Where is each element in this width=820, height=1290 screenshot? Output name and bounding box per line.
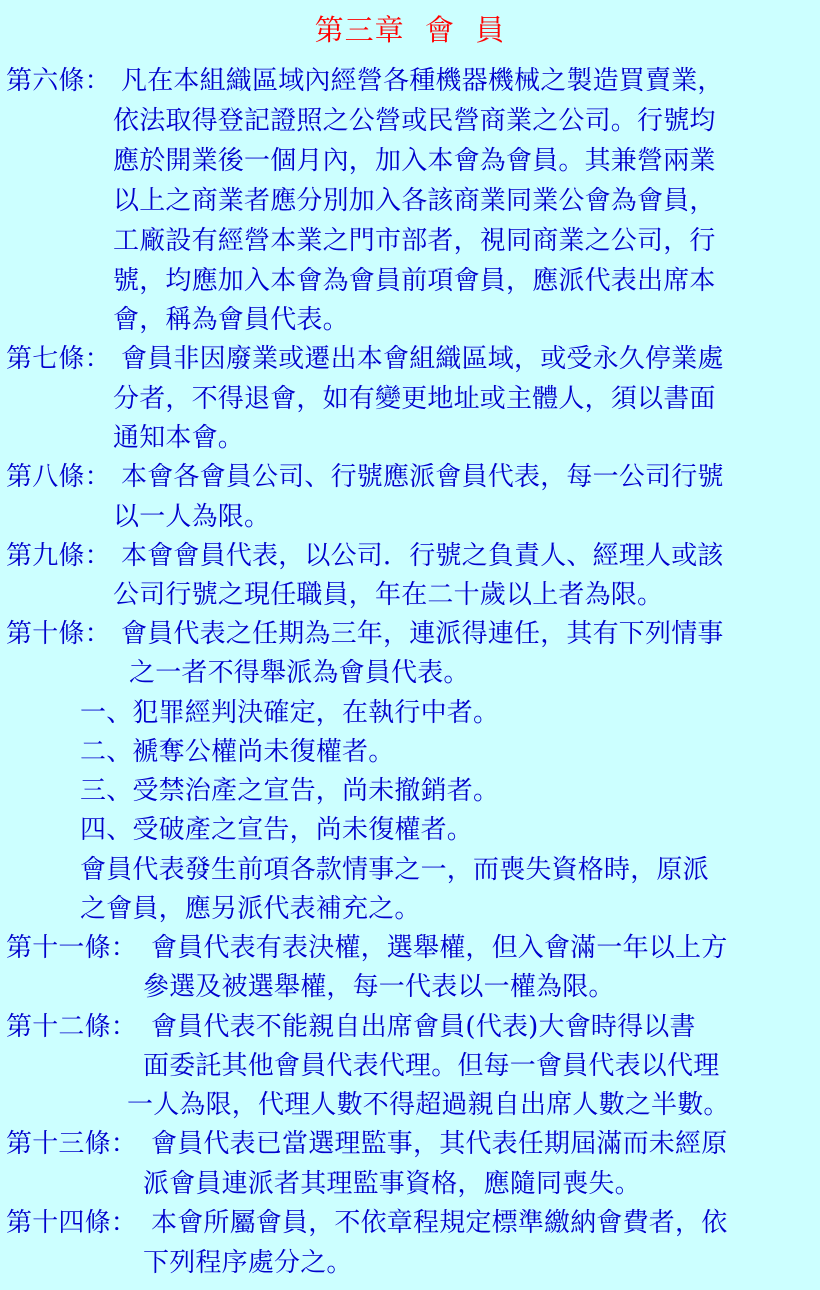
- article-text-line: 工廠設有經營本業之門市部者，視同商業之公司，行: [113, 226, 716, 256]
- article-label: 第十二條：: [6, 1012, 138, 1042]
- article-note-line: 會員代表發生前項各款情事之一，而喪失資格時，原派: [80, 855, 709, 885]
- article-text-line: 參選及被選舉權，每一代表以一權為限。: [143, 972, 615, 1002]
- chapter-title: 第三章 會 員: [314, 13, 506, 47]
- article-list-item: 三、受禁治產之宣告，尚未撤銷者。: [80, 776, 500, 806]
- article-text-line: 一人為限，代理人數不得超過親自出席人數之半數。: [127, 1090, 730, 1120]
- article-text-line: 本會各會員公司、行號應派會員代表，每一公司行號: [121, 462, 724, 492]
- article-list-item: 四、受破產之宣告，尚未復權者。: [80, 815, 474, 845]
- article-text-line: 下列程序處分之。: [143, 1248, 353, 1278]
- article-text-line: 之一者不得舉派為會員代表。: [129, 658, 470, 688]
- article-text-line: 分者，不得退會，如有變更地址或主體人，須以書面: [113, 384, 716, 414]
- article-label: 第十一條：: [6, 933, 138, 963]
- article-text-line: 面委託其他會員代表代理。但每一會員代表以代理: [143, 1051, 720, 1081]
- article-label: 第十條：: [6, 619, 111, 649]
- article-text-line: 本會所屬會員，不依章程規定標準繳納會費者，依: [151, 1208, 728, 1238]
- article-text-line: 以上之商業者應分別加入各該商業同業公會為會員，: [113, 186, 716, 216]
- article-label: 第七條：: [6, 344, 111, 374]
- article-text-line: 會員代表已當選理監事，其代表任期屆滿而未經原: [151, 1129, 728, 1159]
- article-text-line: 應於開業後一個月內，加入本會為會員。其兼營兩業: [113, 146, 716, 176]
- article-text-line: 會員代表有表決權，選舉權，但入會滿一年以上方: [151, 933, 728, 963]
- article-text-line: 依法取得登記證照之公營或民營商業之公司。行號均: [113, 106, 716, 136]
- article-text-line: 凡在本組織區域內經營各種機器機械之製造買賣業，: [121, 66, 724, 96]
- article-list-item: 二、褫奪公權尚未復權者。: [80, 737, 395, 767]
- article-text-line: 通知本會。: [113, 423, 245, 453]
- article-text-line: 號，均應加入本會為會員前項會員，應派代表出席本: [113, 266, 716, 296]
- article-text-line: 會員代表不能親自出席會員(代表)大會時得以書: [151, 1012, 696, 1042]
- article-label: 第八條：: [6, 462, 111, 492]
- article-text-line: 公司行號之現任職員，年在二十歲以上者為限。: [113, 580, 664, 610]
- article-label: 第六條：: [6, 66, 111, 96]
- article-label: 第十四條：: [6, 1208, 138, 1238]
- article-text-line: 以一人為限。: [113, 502, 271, 532]
- article-text-line: 會員非因廢業或遷出本會組織區域，或受永久停業處: [121, 344, 724, 374]
- article-list-item: 一、犯罪經判決確定，在執行中者。: [80, 698, 500, 728]
- article-text-line: 派會員連派者其理監事資格，應隨同喪失。: [143, 1169, 641, 1199]
- article-text-line: 本會會員代表，以公司．行號之負責人、經理人或該: [121, 541, 724, 571]
- article-label: 第九條：: [6, 541, 111, 571]
- article-text-line: 會，稱為會員代表。: [113, 305, 349, 335]
- article-text-line: 會員代表之任期為三年，連派得連任，其有下列情事: [121, 619, 724, 649]
- article-note-line: 之會員，應另派代表補充之。: [80, 894, 421, 924]
- article-label: 第十三條：: [6, 1129, 138, 1159]
